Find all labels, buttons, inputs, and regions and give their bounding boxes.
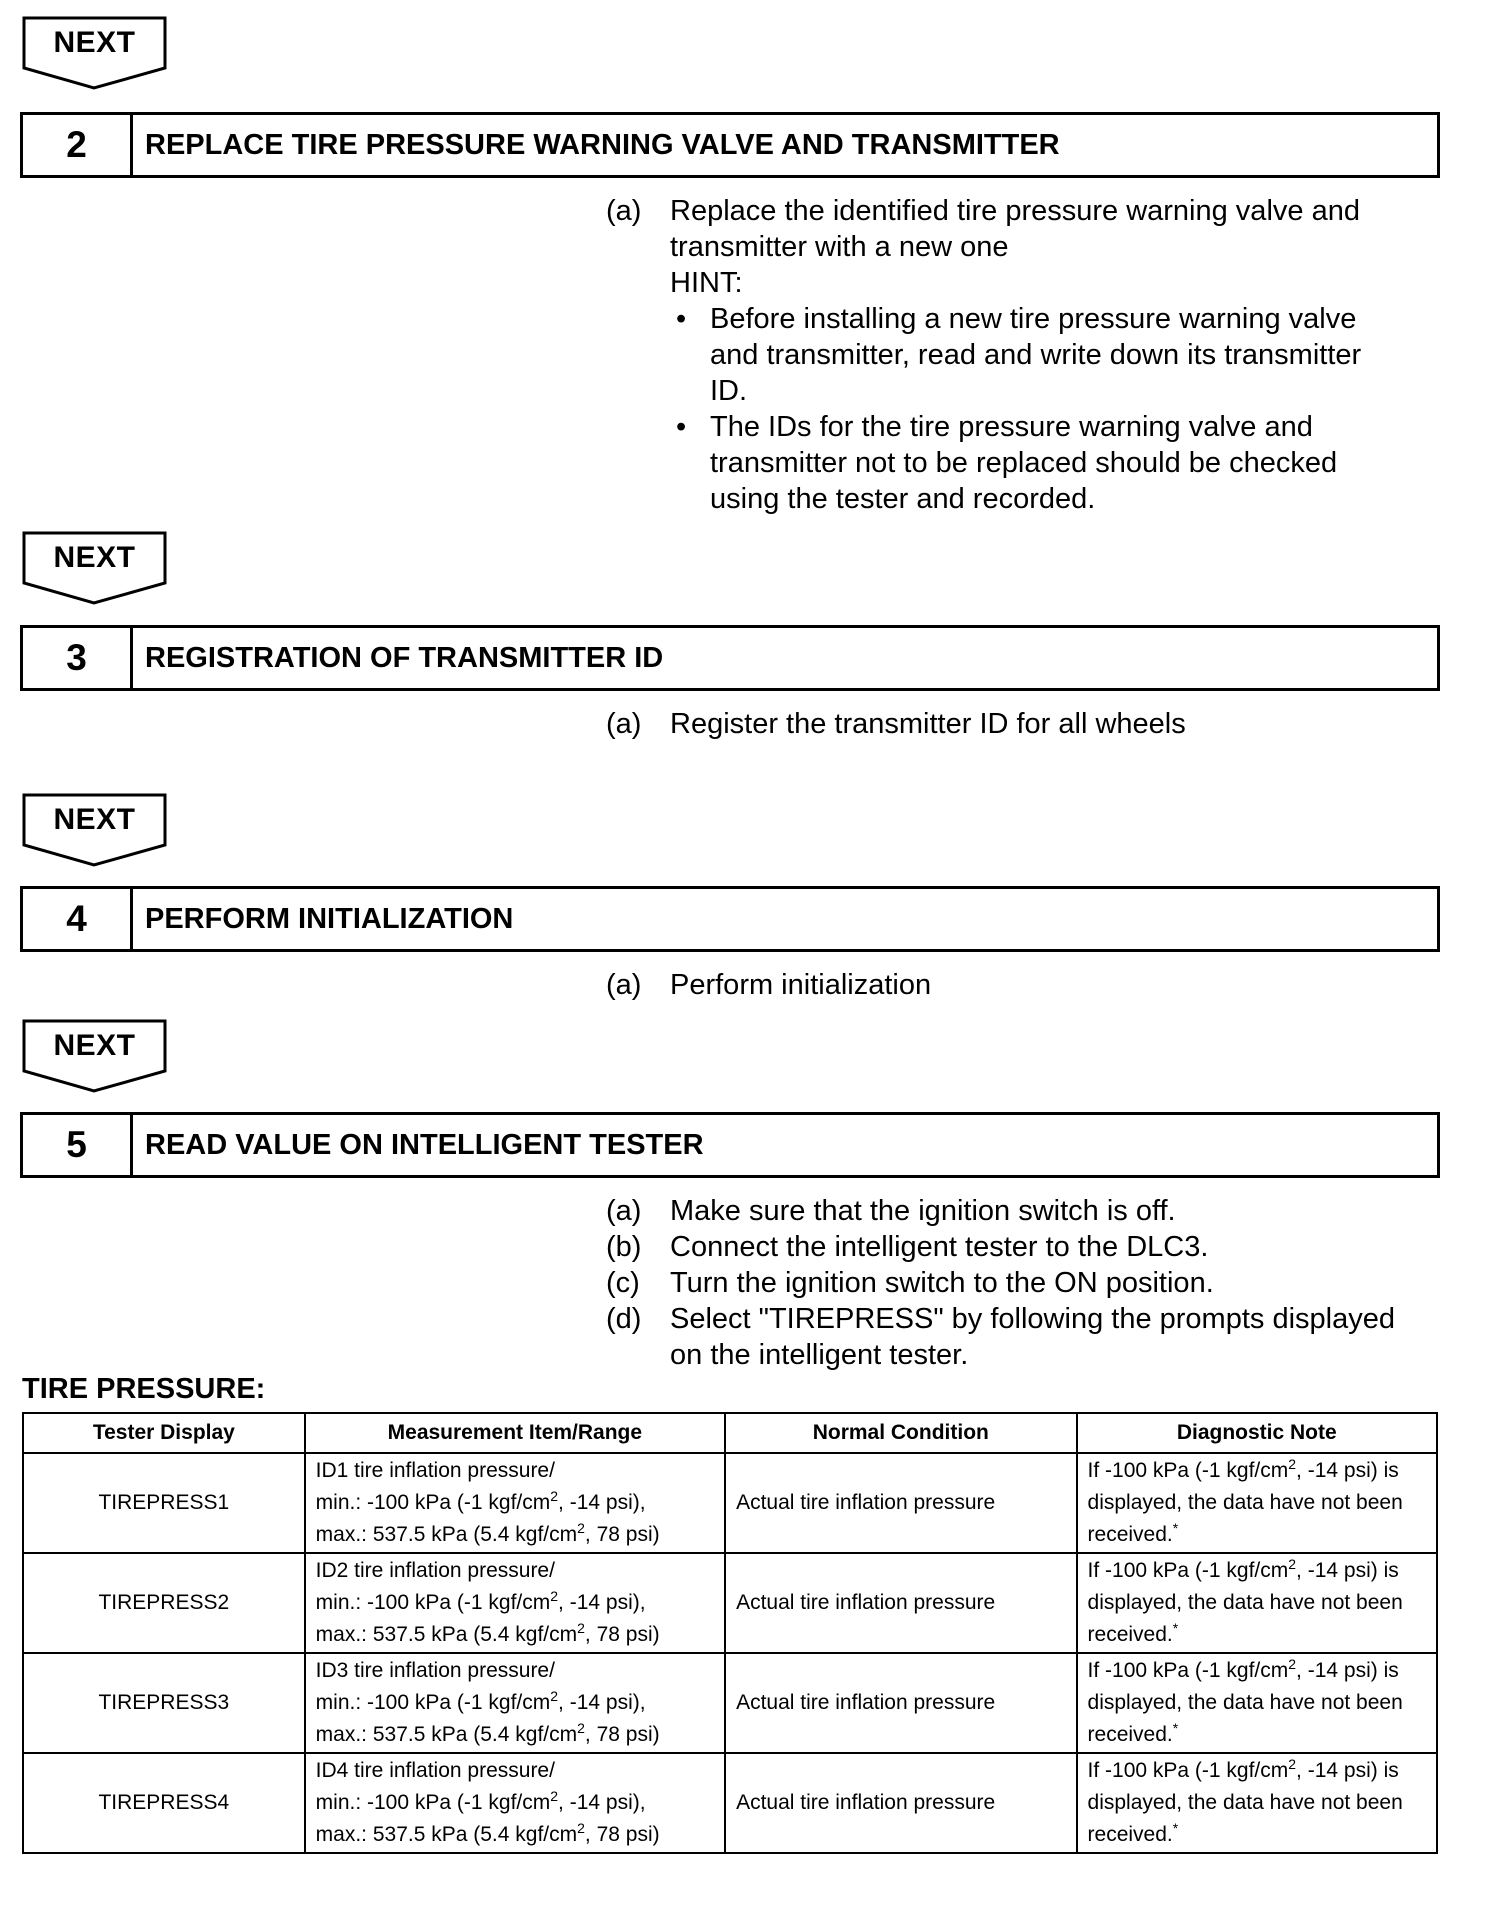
instruction-label: (d) xyxy=(606,1303,642,1335)
range-max: max.: 537.5 kPa (5.4 kgf/$cm^2$, 78 psi) xyxy=(315,1520,660,1546)
instruction-item xyxy=(606,1229,1436,1265)
next-arrow xyxy=(22,1019,167,1093)
hint-bullet xyxy=(670,301,1436,409)
step-number: 2 xyxy=(23,115,133,175)
column-header: Measurement Item/Range xyxy=(305,1413,725,1453)
diagnostic-note-cell: If -100 kPa (-1 kgf/$cm^2$, -14 psi) is displayed, the data have not been received.* xyxy=(1077,1753,1437,1853)
next-arrow xyxy=(22,531,167,605)
diagnostic-note-cell: If -100 kPa (-1 kgf/$cm^2$, -14 psi) is displayed, the data have not been received.* xyxy=(1077,1553,1437,1653)
bullet-line: ID. xyxy=(710,375,748,407)
hint-label: HINT: xyxy=(670,267,743,299)
step-header xyxy=(20,112,1440,178)
measurement-cell xyxy=(305,1653,725,1753)
next-arrow xyxy=(22,793,167,867)
instruction-item xyxy=(606,1265,1436,1301)
tire-pressure-table xyxy=(22,1412,1438,1854)
column-header: Normal Condition xyxy=(725,1413,1076,1453)
bullet-line: transmitter not to be replaced should be checked xyxy=(710,447,1338,479)
range-min: min.: -100 kPa (-1 kgf/$cm^2$, -14 psi), xyxy=(315,1688,646,1714)
next-arrow xyxy=(22,16,167,90)
measurement-item: ID4 tire inflation pressure/ xyxy=(315,1759,555,1782)
bullet-text xyxy=(710,409,1337,517)
instruction-item xyxy=(606,706,1436,742)
measurement-item: ID2 tire inflation pressure/ xyxy=(315,1559,555,1582)
step-instructions xyxy=(606,1193,1436,1373)
table-row xyxy=(23,1453,1437,1553)
range-max: max.: 537.5 kPa (5.4 kgf/$cm^2$, 78 psi) xyxy=(315,1620,660,1646)
step-header xyxy=(20,886,1440,952)
instruction-text: Register the transmitter ID for all wheels xyxy=(670,708,1186,740)
bullet-line: Before installing a new tire pressure warning valve xyxy=(710,303,1357,335)
range-min: min.: -100 kPa (-1 kgf/$cm^2$, -14 psi), xyxy=(315,1488,646,1514)
range-min: min.: -100 kPa (-1 kgf/$cm^2$, -14 psi), xyxy=(315,1788,646,1814)
instruction-item xyxy=(606,1301,1436,1373)
table-row xyxy=(23,1753,1437,1853)
hint-bullet xyxy=(670,409,1436,517)
instruction-label: (a) xyxy=(606,1195,642,1227)
instruction-item xyxy=(606,193,1436,517)
tester-display-cell: TIREPRESS4 xyxy=(23,1753,305,1853)
instruction-text: Make sure that the ignition switch is off. xyxy=(670,1195,1176,1227)
instruction-line: Select "TIREPRESS" by following the prompts displayed xyxy=(670,1303,1395,1335)
instruction-item xyxy=(606,967,1436,1003)
instruction-text xyxy=(670,1301,1436,1373)
instruction-label: (a) xyxy=(606,708,642,740)
normal-condition-cell: Actual tire inflation pressure xyxy=(725,1453,1076,1553)
instruction-line: transmitter with a new one xyxy=(670,231,1009,263)
bullet-line: using the tester and recorded. xyxy=(710,483,1096,515)
table-row xyxy=(23,1553,1437,1653)
step-instructions xyxy=(606,706,1436,742)
normal-condition-cell: Actual tire inflation pressure xyxy=(725,1553,1076,1653)
range-min: min.: -100 kPa (-1 kgf/$cm^2$, -14 psi), xyxy=(315,1588,646,1614)
next-label: NEXT xyxy=(53,26,136,59)
instruction-line: on the intelligent tester. xyxy=(670,1339,969,1371)
table-row xyxy=(23,1653,1437,1753)
instruction-item xyxy=(606,1193,1436,1229)
instruction-text xyxy=(670,193,1436,517)
step-instructions xyxy=(606,193,1436,517)
instruction-label: (a) xyxy=(606,195,642,227)
normal-condition-cell: Actual tire inflation pressure xyxy=(725,1653,1076,1753)
table-header-row xyxy=(23,1413,1437,1453)
normal-condition-cell: Actual tire inflation pressure xyxy=(725,1753,1076,1853)
step-title: PERFORM INITIALIZATION xyxy=(145,902,514,935)
step-title: REPLACE TIRE PRESSURE WARNING VALVE AND TRANSMITTER xyxy=(145,128,1060,161)
range-max: max.: 537.5 kPa (5.4 kgf/$cm^2$, 78 psi) xyxy=(315,1820,660,1846)
step-title: READ VALUE ON INTELLIGENT TESTER xyxy=(145,1128,704,1161)
step-header xyxy=(20,1112,1440,1178)
next-label: NEXT xyxy=(53,541,136,574)
step-number: 4 xyxy=(23,889,133,949)
instruction-label: (a) xyxy=(606,969,642,1001)
bullet-line: The IDs for the tire pressure warning valve and xyxy=(710,411,1313,443)
next-label: NEXT xyxy=(53,1029,136,1062)
bullet-text xyxy=(710,301,1361,409)
instruction-text: Turn the ignition switch to the ON position. xyxy=(670,1267,1214,1299)
measurement-cell xyxy=(305,1553,725,1653)
step-instructions xyxy=(606,967,1436,1003)
column-header: Diagnostic Note xyxy=(1077,1413,1437,1453)
bullet-dot: • xyxy=(676,303,687,335)
range-max: max.: 537.5 kPa (5.4 kgf/$cm^2$, 78 psi) xyxy=(315,1720,660,1746)
next-label: NEXT xyxy=(53,803,136,836)
measurement-item: ID1 tire inflation pressure/ xyxy=(315,1459,555,1482)
diagnostic-note-cell: If -100 kPa (-1 kgf/$cm^2$, -14 psi) is displayed, the data have not been received.* xyxy=(1077,1453,1437,1553)
step-number: 5 xyxy=(23,1115,133,1175)
bullet-line: and transmitter, read and write down its transmitter xyxy=(710,339,1362,371)
tester-display-cell: TIREPRESS2 xyxy=(23,1553,305,1653)
instruction-text: Perform initialization xyxy=(670,969,932,1001)
instruction-label: (b) xyxy=(606,1231,642,1263)
instruction-label: (c) xyxy=(606,1267,640,1299)
table-label: TIRE PRESSURE: xyxy=(22,1373,266,1405)
diagnostic-note-cell: If -100 kPa (-1 kgf/$cm^2$, -14 psi) is displayed, the data have not been received.* xyxy=(1077,1653,1437,1753)
instruction-line: Replace the identified tire pressure warning valve and xyxy=(670,195,1360,227)
tester-display-cell: TIREPRESS1 xyxy=(23,1453,305,1553)
instruction-text: Connect the intelligent tester to the DLC3. xyxy=(670,1231,1209,1263)
tester-display-cell: TIREPRESS3 xyxy=(23,1653,305,1753)
step-number: 3 xyxy=(23,628,133,688)
measurement-cell xyxy=(305,1453,725,1553)
step-title: REGISTRATION OF TRANSMITTER ID xyxy=(145,641,664,674)
measurement-cell xyxy=(305,1753,725,1853)
bullet-dot: • xyxy=(676,411,687,443)
column-header: Tester Display xyxy=(23,1413,305,1453)
measurement-item: ID3 tire inflation pressure/ xyxy=(315,1659,555,1682)
step-header xyxy=(20,625,1440,691)
